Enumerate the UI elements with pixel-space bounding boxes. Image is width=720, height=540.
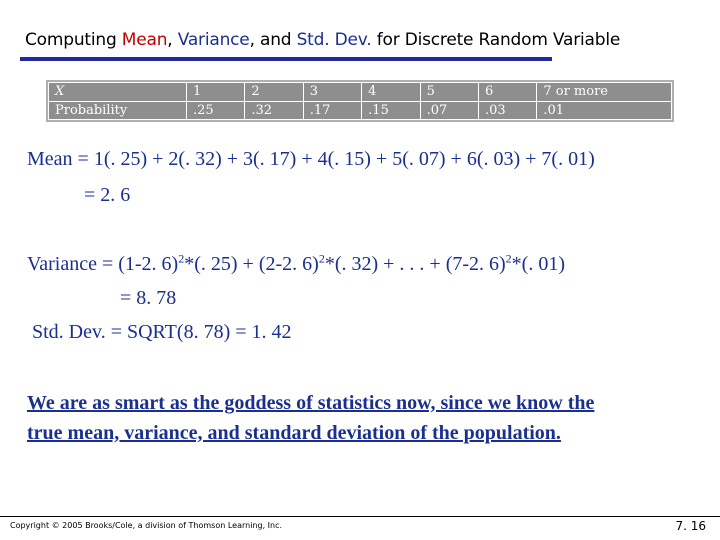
table-cell: 6 [478, 83, 536, 102]
table-cell: .07 [420, 101, 478, 120]
table-cell: X [49, 83, 187, 102]
table-cell: 1 [187, 83, 245, 102]
variance-formula: Variance = (1-2. 6)$^2$*(. 25) + (2-2. 6)$^2$*(. 32) + . . . + (7-2. 6)$^2$*(. 01) [27, 251, 565, 275]
title-stddev: Std. Dev. [296, 30, 372, 50]
title-underline [20, 57, 552, 61]
table-cell: 5 [420, 83, 478, 102]
table-cell: 4 [362, 83, 420, 102]
table-cell: 7 or more [537, 83, 672, 102]
table-row-probability [49, 101, 672, 120]
table-cell: .25 [187, 101, 245, 120]
slide-number: 7. 16 [675, 519, 706, 533]
probability-table [46, 80, 674, 122]
copyright-text: Copyright © 2005 Brooks/Cole, a division of Thomson Learning, Inc. [10, 521, 283, 530]
conclusion-line-2: true mean, variance, and standard deviation of the population. [27, 422, 561, 444]
conclusion-line-1: We are as smart as the goddess of statistics now, since we know the [27, 392, 595, 414]
table-cell: .03 [478, 101, 536, 120]
mean-formula: Mean = 1(. 25) + 2(. 32) + 3(. 17) + 4(. 15) + 5(. 07) + 6(. 03) + 7(. 01) [27, 148, 595, 170]
table-cell: 3 [303, 83, 361, 102]
table-cell: .32 [245, 101, 303, 120]
table-cell: .17 [303, 101, 361, 120]
table-cell: .01 [537, 101, 672, 120]
mean-result: = 2. 6 [84, 184, 131, 206]
table-cell: .15 [362, 101, 420, 120]
table-cell: Probability [49, 101, 187, 120]
table-cell: 2 [245, 83, 303, 102]
variance-result: = 8. 78 [120, 287, 177, 309]
footer-divider [0, 516, 720, 517]
table-row-x [49, 83, 672, 102]
slide-title: Computing Mean, Variance, and Std. Dev. for Discrete Random Variable [25, 30, 621, 50]
title-variance: Variance [177, 30, 250, 50]
stddev-formula: Std. Dev. = SQRT(8. 78) = 1. 42 [32, 321, 292, 343]
title-mean: Mean [121, 30, 168, 50]
